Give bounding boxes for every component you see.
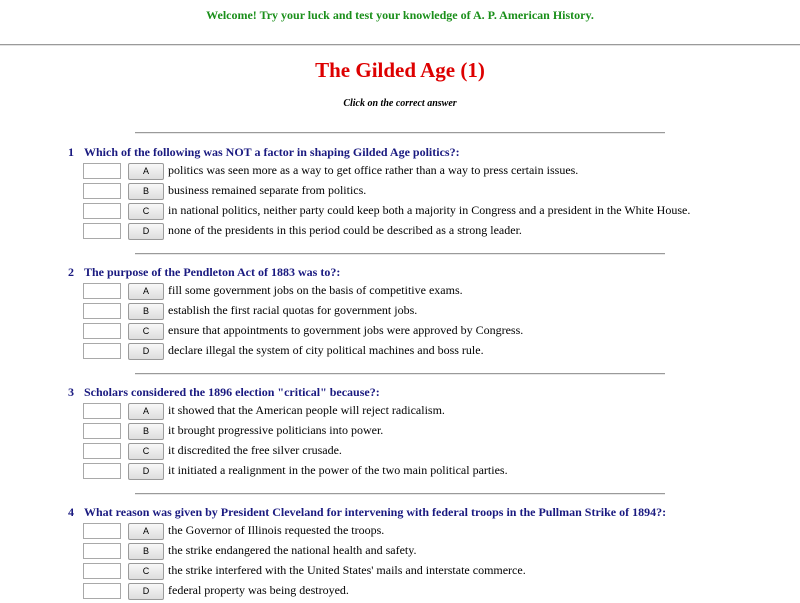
question-text: [68, 385, 380, 400]
answer-feedback-field[interactable]: [83, 343, 121, 359]
answer-text: fill some government jobs on the basis of competitive exams.: [168, 283, 463, 297]
page-title: The Gilded Age (1): [315, 58, 485, 82]
question-divider: [135, 253, 665, 255]
answer-d-button[interactable]: D: [128, 223, 164, 240]
answer-row-b: [0, 423, 800, 443]
answer-feedback-field[interactable]: [83, 423, 121, 439]
answer-feedback-field[interactable]: [83, 183, 121, 199]
answer-row-c: [0, 323, 800, 343]
answer-b-button[interactable]: B: [128, 183, 164, 200]
answer-c-button[interactable]: C: [128, 203, 164, 220]
instruction-text: Click on the correct answer: [343, 98, 457, 109]
answer-d-button[interactable]: D: [128, 343, 164, 360]
answer-b-button[interactable]: B: [128, 303, 164, 320]
welcome-message: Welcome! Try your luck and test your knowledge of A. P. American History.: [206, 8, 594, 22]
answer-text: federal property was being destroyed.: [168, 583, 349, 597]
question-number: 3: [68, 385, 74, 399]
answer-row-b: [0, 183, 800, 203]
question-number: 4: [68, 505, 74, 519]
question-text: [68, 265, 340, 280]
question-prompt: Scholars considered the 1896 election "critical" because?:: [84, 385, 380, 399]
answer-feedback-field[interactable]: [83, 163, 121, 179]
answer-text: ensure that appointments to government jobs were approved by Congress.: [168, 323, 524, 337]
answer-c-button[interactable]: C: [128, 323, 164, 340]
answer-a-button[interactable]: A: [128, 403, 164, 420]
answer-row-d: [0, 583, 800, 603]
answer-row-d: [0, 223, 800, 243]
answer-d-button[interactable]: D: [128, 463, 164, 480]
question-divider: [135, 493, 665, 495]
answer-row-d: [0, 463, 800, 483]
answer-row-a: [0, 403, 800, 423]
answer-c-button[interactable]: C: [128, 563, 164, 580]
answer-feedback-field[interactable]: [83, 543, 121, 559]
answer-feedback-field[interactable]: [83, 563, 121, 579]
answer-text: the strike endangered the national health and safety.: [168, 543, 417, 557]
question-prompt: The purpose of the Pendleton Act of 1883 was to?:: [84, 265, 341, 279]
answer-text: declare illegal the system of city political machines and boss rule.: [168, 343, 484, 357]
answer-text: establish the first racial quotas for government jobs.: [168, 303, 418, 317]
answer-text: business remained separate from politics.: [168, 183, 367, 197]
answer-row-d: [0, 343, 800, 363]
answer-text: politics was seen more as a way to get office rather than a way to press certain issues.: [168, 163, 579, 177]
answer-row-a: [0, 163, 800, 183]
question-number: 1: [68, 145, 74, 159]
answer-a-button[interactable]: A: [128, 283, 164, 300]
answer-feedback-field[interactable]: [83, 443, 121, 459]
answer-b-button[interactable]: B: [128, 543, 164, 560]
answer-feedback-field[interactable]: [83, 303, 121, 319]
answer-text: in national politics, neither party could keep both a majority in Congress and a president in the White House.: [168, 203, 691, 217]
question-number: 2: [68, 265, 74, 279]
question-text: [68, 505, 666, 520]
answer-text: the strike interfered with the United States' mails and interstate commerce.: [168, 563, 526, 577]
answer-a-button[interactable]: A: [128, 163, 164, 180]
answer-text: it initiated a realignment in the power of the two main political parties.: [168, 463, 508, 477]
answer-feedback-field[interactable]: [83, 583, 121, 599]
question-prompt: What reason was given by President Cleveland for intervening with federal troops in the Pullman Strike of 1894?:: [84, 505, 667, 519]
answer-feedback-field[interactable]: [83, 463, 121, 479]
question-divider: [135, 373, 665, 375]
answer-feedback-field[interactable]: [83, 523, 121, 539]
answer-text: it discredited the free silver crusade.: [168, 443, 342, 457]
answer-feedback-field[interactable]: [83, 223, 121, 239]
answer-text: the Governor of Illinois requested the troops.: [168, 523, 385, 537]
answer-a-button[interactable]: A: [128, 523, 164, 540]
question-divider: [135, 132, 665, 134]
answer-text: it brought progressive politicians into power.: [168, 423, 384, 437]
answer-row-a: [0, 523, 800, 543]
answer-feedback-field[interactable]: [83, 403, 121, 419]
answer-text: it showed that the American people will reject radicalism.: [168, 403, 445, 417]
answer-row-c: [0, 203, 800, 223]
question-text: [68, 145, 460, 160]
answer-row-c: [0, 443, 800, 463]
header-divider: [0, 44, 800, 46]
answer-feedback-field[interactable]: [83, 323, 121, 339]
answer-row-c: [0, 563, 800, 583]
answer-c-button[interactable]: C: [128, 443, 164, 460]
answer-b-button[interactable]: B: [128, 423, 164, 440]
answer-text: none of the presidents in this period could be described as a strong leader.: [168, 223, 522, 237]
answer-d-button[interactable]: D: [128, 583, 164, 600]
answer-row-b: [0, 543, 800, 563]
answer-feedback-field[interactable]: [83, 283, 121, 299]
answer-row-a: [0, 283, 800, 303]
question-prompt: Which of the following was NOT a factor in shaping Gilded Age politics?:: [84, 145, 460, 159]
answer-row-b: [0, 303, 800, 323]
answer-feedback-field[interactable]: [83, 203, 121, 219]
